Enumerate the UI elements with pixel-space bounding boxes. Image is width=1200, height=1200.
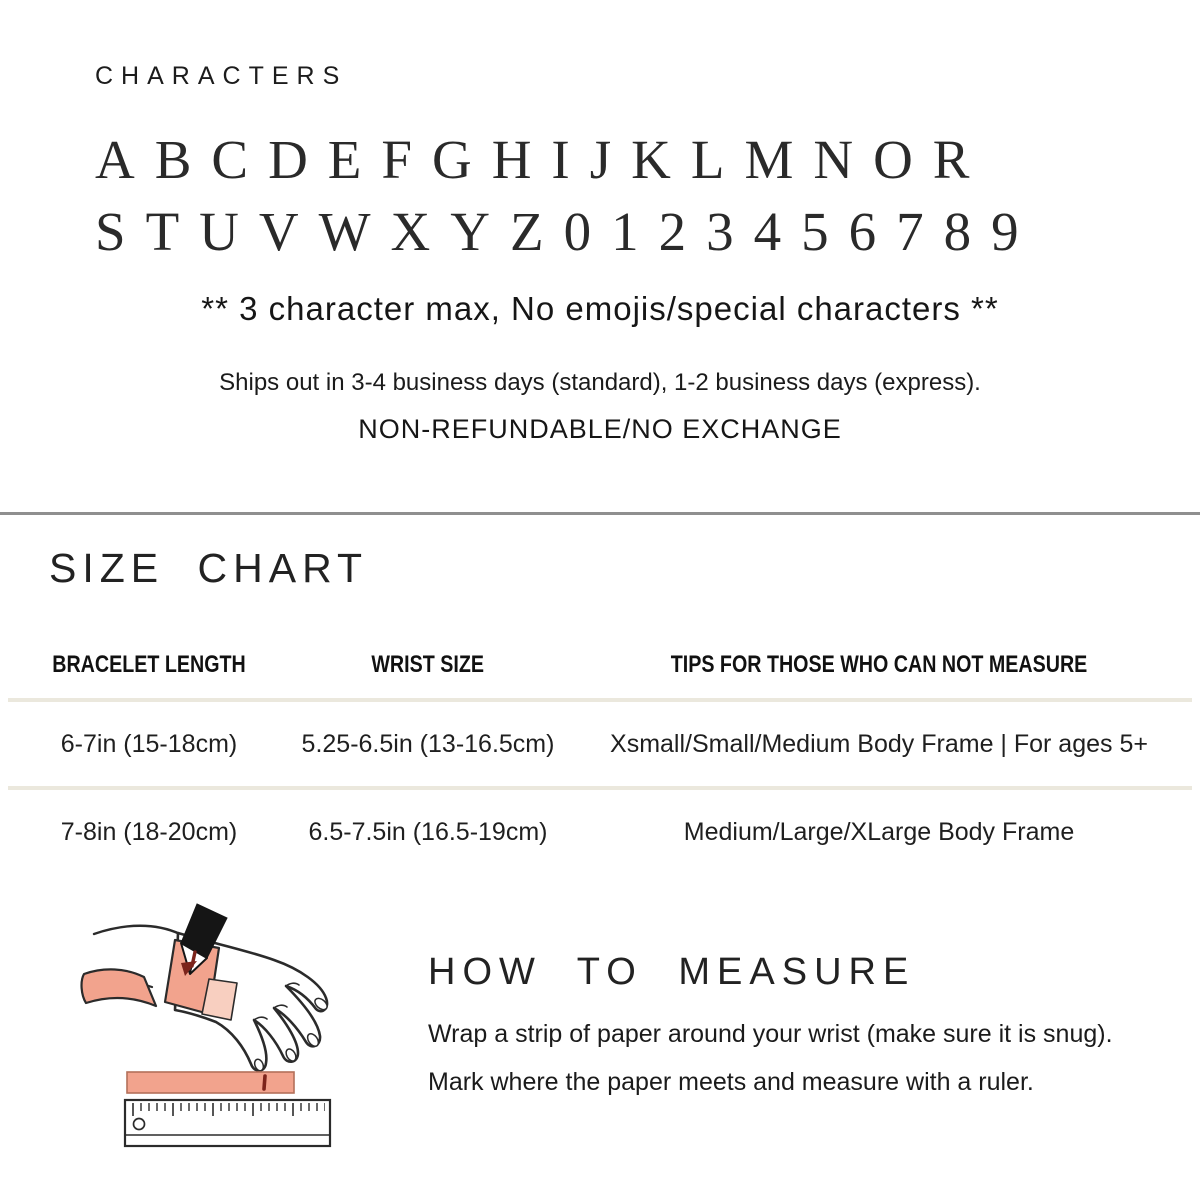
paper-ribbon-end <box>82 969 156 1006</box>
size-chart-heading: SIZE CHART <box>49 545 368 591</box>
cell-bracelet-length: 6-7in (15-18cm) <box>60 729 238 758</box>
column-header-wrist-size: WRIST SIZE <box>371 651 485 678</box>
how-to-measure-heading: HOW TO MEASURE <box>428 951 916 993</box>
available-characters-row-2: STUVWXYZ0123456789 <box>95 201 1039 262</box>
column-header-bracelet-length: BRACELET LENGTH <box>52 651 246 678</box>
size-chart-header-row <box>8 632 1192 698</box>
instruction-line: Wrap a strip of paper around your wrist (make sure it is snug). <box>428 1020 1113 1048</box>
table-row <box>8 702 1192 786</box>
paper-strip <box>127 1072 294 1093</box>
table-row <box>8 790 1192 874</box>
refund-policy-note: NON-REFUNDABLE/NO EXCHANGE <box>358 414 842 444</box>
paper-band-overlap <box>202 979 237 1020</box>
available-characters-row-1: ABCDEFGHIJKLMNOR <box>95 129 990 190</box>
size-chart-table <box>8 632 1192 874</box>
shipping-note: Ships out in 3-4 business days (standard), 1-2 business days (express). <box>219 369 981 396</box>
wrist-measuring-illustration <box>78 884 350 1156</box>
characters-heading: CHARACTERS <box>95 62 348 90</box>
cell-tips: Xsmall/Small/Medium Body Frame | For ages 5+ <box>610 729 1148 758</box>
instruction-line: Mark where the paper meets and measure with a ruler. <box>428 1068 1034 1096</box>
cell-bracelet-length: 7-8in (18-20cm) <box>60 817 238 846</box>
cell-tips: Medium/Large/XLarge Body Frame <box>683 817 1075 846</box>
column-header-tips: TIPS FOR THOSE WHO CAN NOT MEASURE <box>670 651 1088 678</box>
ruler-illustration <box>125 1100 330 1146</box>
how-to-measure-instructions <box>428 1020 1188 1116</box>
character-max-note: ** 3 character max, No emojis/special characters ** <box>201 290 999 327</box>
section-divider <box>0 512 1200 515</box>
cell-wrist-size: 6.5-7.5in (16.5-19cm) <box>308 817 548 846</box>
cell-wrist-size: 5.25-6.5in (13-16.5cm) <box>301 729 555 758</box>
